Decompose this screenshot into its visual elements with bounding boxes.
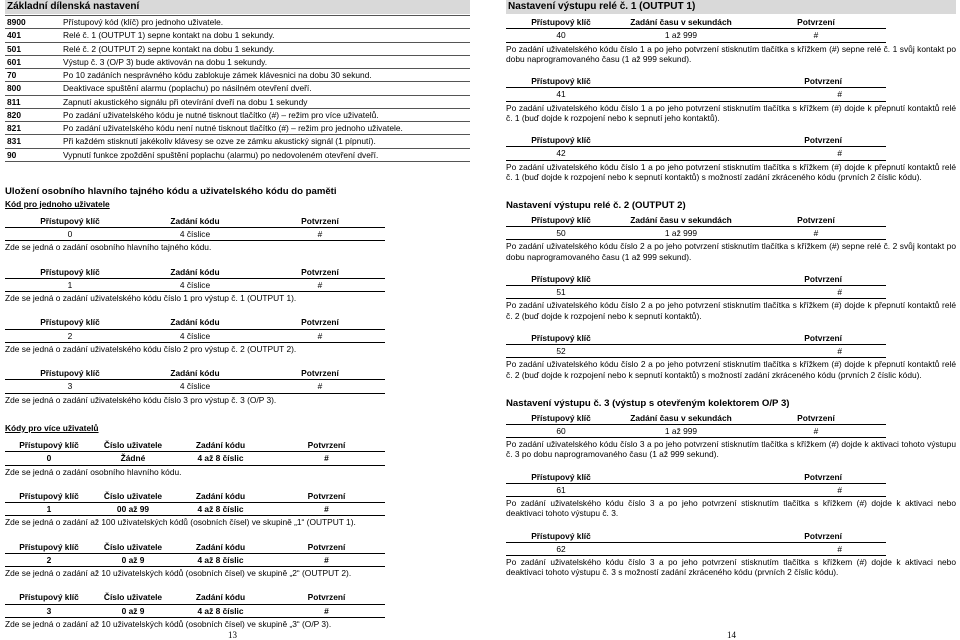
key-table-row (5, 503, 385, 516)
code-description: Přístupový kód (klíč) pro jednoho uživatele. (61, 16, 470, 29)
multi-user-description: Zde se jedná o zadání osobního hlavního kódu. (5, 466, 182, 477)
key-table-header: Zadání kódu (173, 591, 268, 604)
key-table-cell: 4 až 8 číslic (173, 553, 268, 566)
code-row (5, 135, 470, 148)
key-table-cell: # (746, 29, 886, 42)
key-table-header: Zadání času v sekundách (616, 214, 746, 227)
key-table (5, 541, 385, 568)
key-table-cell: # (268, 553, 385, 566)
key-table (506, 273, 886, 300)
key-table-row (506, 483, 886, 496)
save-codes-title: Uložení osobního hlavního tajného kódu a uživatelského kódu do paměti (5, 185, 337, 197)
key-table-header: Přístupový klíč (5, 490, 93, 503)
single-user-description: Zde se jedná o zadání uživatelského kódu číslo 3 pro výstup č. 3 (O/P 3). (5, 394, 277, 405)
code-description: Relé č. 2 (OUTPUT 2) sepne kontakt na dobu 1 sekundy. (61, 42, 470, 55)
key-table-cell: 52 (506, 345, 616, 358)
code-row (5, 82, 470, 95)
key-table-cell: 4 až 8 číslic (173, 604, 268, 617)
key-table-cell: 4 číslice (135, 329, 255, 342)
key-table-row (506, 286, 886, 299)
key-table-cell: 4 číslice (135, 278, 255, 291)
code-row (5, 69, 470, 82)
key-table (506, 471, 886, 498)
relay-description: Po zadání uživatelského kódu číslo 3 a po jeho potvrzení stisknutím tlačítka s křížkem (#) dojde k aktivaci nebo deaktivaci tohoto výstupu č. 3. (506, 498, 956, 519)
relay-description: Po zadání uživatelského kódu číslo 1 a po jeho potvrzení stisknutím tlačítka s křížkem (#) dojde k přepnutí kontaktů relé č. 1 (buď dojde k rozpojení nebo k sepnutí kontaktů) s možností zadání zkráceného kódu (prvních 2 číslic kódu). (506, 161, 956, 182)
key-table-cell: # (616, 88, 886, 101)
key-table-header-row (5, 215, 385, 228)
single-user-block (5, 367, 470, 405)
key-table-cell: 40 (506, 29, 616, 42)
key-table-row (5, 604, 385, 617)
key-table-header: Zadání kódu (135, 266, 255, 279)
key-table-header-row (5, 367, 385, 380)
single-user-description: Zde se jedná o zadání osobního hlavního tajného kódu. (5, 242, 212, 253)
key-table-cell: 1 až 999 (616, 29, 746, 42)
key-table-header: Přístupový klíč (5, 591, 93, 604)
code-description: Po 10 zadáních nesprávného kódu zablokuje zámek klávesnici na dobu 30 sekund. (61, 69, 470, 82)
relay-block (506, 134, 956, 182)
key-table-row (5, 380, 385, 393)
key-table-header: Číslo uživatele (93, 541, 173, 554)
key-table-cell: # (255, 380, 385, 393)
key-table-header-row (5, 316, 385, 329)
code-value: 831 (5, 135, 61, 148)
key-table-header: Přístupový klíč (5, 316, 135, 329)
key-table-row (506, 424, 886, 437)
relay-section (506, 398, 956, 578)
key-table-row (506, 542, 886, 555)
key-table (5, 591, 385, 618)
relay-section-title: Nastavení výstupu č. 3 (výstup s otevřeným kolektorem O/P 3) (506, 397, 790, 409)
key-table-cell: 41 (506, 88, 616, 101)
key-table-cell: # (255, 278, 385, 291)
key-table-header-row (5, 266, 385, 279)
multi-user-block (5, 439, 470, 477)
key-table-header: Přístupový klíč (5, 367, 135, 380)
key-table-cell: 42 (506, 147, 616, 160)
key-table-cell: 60 (506, 424, 616, 437)
key-table-header: Číslo uživatele (93, 490, 173, 503)
factory-codes-table (5, 15, 470, 162)
key-table (5, 316, 385, 343)
key-table-header: Přístupový klíč (506, 332, 616, 345)
key-table-header: Potvrzení (616, 134, 886, 147)
single-user-title: Kód pro jednoho uživatele (5, 198, 110, 209)
key-table-header: Přístupový klíč (506, 134, 616, 147)
single-user-blocks (5, 215, 470, 405)
key-table-header: Potvrzení (255, 316, 385, 329)
code-value: 820 (5, 108, 61, 121)
key-table-header: Přístupový klíč (506, 530, 616, 543)
single-user-block (5, 215, 470, 253)
key-table-header: Zadání kódu (135, 215, 255, 228)
key-table-cell: 62 (506, 542, 616, 555)
code-value: 800 (5, 82, 61, 95)
key-table-cell: 4 až 8 číslic (173, 452, 268, 465)
relay-description: Po zadání uživatelského kódu číslo 3 a po jeho potvrzení stisknutím tlačítka s křížkem (#) dojde k aktivaci tohoto výstupu č. 3 po dobu naprogramovaného času (1 až 999 sekund). (506, 439, 956, 460)
relay-block (506, 75, 956, 123)
relay-section (506, 200, 956, 380)
key-table (506, 332, 886, 359)
code-value: 811 (5, 95, 61, 108)
key-table-header-row (5, 439, 385, 452)
code-value: 601 (5, 55, 61, 68)
relay-block (506, 332, 956, 380)
key-table-cell: 61 (506, 483, 616, 496)
key-table-header-row (506, 214, 886, 227)
key-table-cell: 0 (5, 228, 135, 241)
key-table-row (506, 88, 886, 101)
key-table-header-row (506, 75, 886, 88)
key-table-header: Přístupový klíč (506, 214, 616, 227)
key-table-header: Potvrzení (268, 541, 385, 554)
relay-section-title: Nastavení výstupu relé č. 1 (OUTPUT 1) (506, 0, 956, 14)
relay-section-title: Nastavení výstupu relé č. 2 (OUTPUT 2) (506, 200, 686, 212)
relay-description: Po zadání uživatelského kódu číslo 1 a po jeho potvrzení stisknutím tlačítka s křížkem (#) sepne relé č. 1 svůj kontakt po dobu naprogramovaného času (1 až 999 sekund). (506, 43, 956, 64)
key-table-cell: 1 až 999 (616, 424, 746, 437)
key-table-header: Potvrzení (255, 367, 385, 380)
key-table-header: Potvrzení (268, 591, 385, 604)
key-table-cell: 1 (5, 503, 93, 516)
relay-block (506, 214, 956, 262)
key-table-header: Přístupový klíč (506, 273, 616, 286)
key-table-row (506, 227, 886, 240)
key-table-header-row (5, 541, 385, 554)
key-table-header: Potvrzení (746, 214, 886, 227)
code-row (5, 95, 470, 108)
relay-block (506, 273, 956, 321)
key-table-cell: # (616, 286, 886, 299)
code-value: 821 (5, 122, 61, 135)
key-table-header: Potvrzení (616, 471, 886, 484)
key-table-header: Potvrzení (616, 75, 886, 88)
key-table-cell: 0 až 9 (93, 553, 173, 566)
key-table-header-row (506, 332, 886, 345)
key-table-cell: 2 (5, 553, 93, 566)
key-table-header: Přístupový klíč (5, 541, 93, 554)
single-user-description: Zde se jedná o zadání uživatelského kódu číslo 1 pro výstup č. 1 (OUTPUT 1). (5, 293, 297, 304)
key-table-header: Potvrzení (616, 530, 886, 543)
relay-description: Po zadání uživatelského kódu číslo 3 a po jeho potvrzení stisknutím tlačítka s křížkem (#) dojde k aktivaci nebo deaktivaci tohoto výstupu č. 3 s možností zadání zkráceného kódu (prvních 2 číslic kódu). (506, 557, 956, 578)
key-table-header: Potvrzení (746, 412, 886, 425)
key-table-header: Přístupový klíč (506, 75, 616, 88)
relay-section (506, 0, 956, 182)
key-table (506, 16, 886, 43)
key-table-header: Přístupový klíč (506, 16, 616, 29)
relay-description: Po zadání uživatelského kódu číslo 2 a po jeho potvrzení stisknutím tlačítka s křížkem (#) sepne relé č. 2 svůj kontakt po dobu naprogramovaného času (1 až 999 sekund). (506, 241, 956, 262)
code-row (5, 16, 470, 29)
key-table-cell: # (268, 503, 385, 516)
code-value: 401 (5, 29, 61, 42)
code-description: Relé č. 1 (OUTPUT 1) sepne kontakt na dobu 1 sekundy. (61, 29, 470, 42)
key-table-header: Zadání kódu (135, 316, 255, 329)
key-table-cell: # (255, 329, 385, 342)
relay-description: Po zadání uživatelského kódu číslo 1 a po jeho potvrzení stisknutím tlačítka s křížkem (#) dojde k přepnutí kontaktů relé č. 1 (buď dojde k rozpojení nebo k sepnutí jeho kontaktů). (506, 102, 956, 123)
key-table (506, 412, 886, 439)
page-number-right: 14 (727, 630, 736, 640)
key-table-header: Číslo uživatele (93, 591, 173, 604)
key-table-cell: 4 až 8 číslic (173, 503, 268, 516)
key-table-cell: # (255, 228, 385, 241)
code-description: Zapnutí akustického signálu při otevírání dveří na dobu 1 sekundy (61, 95, 470, 108)
relay-block (506, 16, 956, 64)
key-table-cell: 3 (5, 604, 93, 617)
relay-block (506, 412, 956, 460)
right-page (506, 0, 956, 578)
relay-description: Po zadání uživatelského kódu číslo 2 a po jeho potvrzení stisknutím tlačítka s křížkem (#) dojde k přepnutí kontaktů relé č. 2 (buď dojde k rozpojení nebo k sepnutí kontaktů) s možností zadání zkráceného kódu (prvních 2 číslic kódu). (506, 359, 956, 380)
key-table-header: Potvrzení (746, 16, 886, 29)
key-table (5, 439, 385, 466)
key-table-header: Číslo uživatele (93, 439, 173, 452)
key-table-header-row (506, 16, 886, 29)
multi-user-block (5, 490, 470, 528)
key-table (506, 75, 886, 102)
key-table-header: Přístupový klíč (5, 266, 135, 279)
key-table-cell: 4 číslice (135, 380, 255, 393)
key-table-row (5, 278, 385, 291)
key-table (506, 214, 886, 241)
key-table-cell: Žádné (93, 452, 173, 465)
key-table-header-row (506, 134, 886, 147)
key-table-header: Potvrzení (255, 266, 385, 279)
key-table-header: Potvrzení (616, 332, 886, 345)
key-table-header: Potvrzení (616, 273, 886, 286)
single-user-block (5, 316, 470, 354)
key-table-cell: 4 číslice (135, 228, 255, 241)
key-table-header: Zadání času v sekundách (616, 412, 746, 425)
code-row (5, 108, 470, 121)
key-table-header: Přístupový klíč (5, 215, 135, 228)
code-value: 90 (5, 148, 61, 161)
multi-user-blocks (5, 439, 470, 629)
key-table-header: Zadání času v sekundách (616, 16, 746, 29)
key-table-header: Přístupový klíč (506, 412, 616, 425)
code-row (5, 148, 470, 161)
key-table-row (506, 147, 886, 160)
single-user-description: Zde se jedná o zadání uživatelského kódu číslo 2 pro výstup č. 2 (OUTPUT 2). (5, 343, 297, 354)
key-table (506, 530, 886, 557)
multi-user-title: Kódy pro více uživatelů (5, 422, 99, 433)
key-table-header-row (506, 471, 886, 484)
key-table-row (5, 553, 385, 566)
key-table-header: Přístupový klíč (5, 439, 93, 452)
key-table-cell: # (616, 345, 886, 358)
key-table-cell: 1 (5, 278, 135, 291)
key-table-cell: # (268, 452, 385, 465)
key-table-cell: 0 až 9 (93, 604, 173, 617)
code-row (5, 29, 470, 42)
key-table-cell: 50 (506, 227, 616, 240)
key-table-cell: # (746, 227, 886, 240)
key-table-cell: 1 až 999 (616, 227, 746, 240)
code-value: 501 (5, 42, 61, 55)
key-table-cell: 0 (5, 452, 93, 465)
multi-user-description: Zde se jedná o zadání až 10 uživatelských kódů (osobních čísel) ve skupině „2“ (OUTPUT 2). (5, 568, 352, 579)
code-description: Vypnutí funkce zpoždění spuštění poplachu (alarmu) po nedovoleném otevření dveří. (61, 148, 470, 161)
key-table-header: Zadání kódu (135, 367, 255, 380)
code-description: Po zadání uživatelského kódu je nutné tisknout tlačítko (#) – režim pro více uživatelů. (61, 108, 470, 121)
relay-block (506, 530, 956, 578)
key-table-cell: 3 (5, 380, 135, 393)
key-table-cell: 51 (506, 286, 616, 299)
key-table (506, 134, 886, 161)
key-table-header-row (506, 530, 886, 543)
key-table-header: Potvrzení (268, 490, 385, 503)
key-table (5, 215, 385, 242)
key-table-header-row (5, 591, 385, 604)
key-table-row (5, 228, 385, 241)
code-value: 70 (5, 69, 61, 82)
key-table-row (506, 29, 886, 42)
key-table-header: Potvrzení (255, 215, 385, 228)
multi-user-block (5, 591, 470, 629)
key-table-cell: # (268, 604, 385, 617)
multi-user-description: Zde se jedná o zadání až 10 uživatelských kódů (osobních čísel) ve skupině „3“ (O/P 3). (5, 618, 332, 629)
key-table-cell: # (746, 424, 886, 437)
code-description: Výstup č. 3 (O/P 3) bude aktivován na dobu 1 sekundy. (61, 55, 470, 68)
code-row (5, 55, 470, 68)
key-table (5, 367, 385, 394)
multi-user-description: Zde se jedná o zadání až 100 uživatelských kódů (osobních čísel) ve skupině „1“ (OUTPUT 1). (5, 517, 356, 528)
key-table-cell: # (616, 147, 886, 160)
key-table-header-row (5, 490, 385, 503)
code-description: Při každém stisknutí jakékoliv klávesy se ozve ze zámku akustický signál (1 pípnutí). (61, 135, 470, 148)
relay-sections (506, 0, 956, 578)
left-page (5, 0, 470, 629)
key-table-header-row (506, 273, 886, 286)
relay-description: Po zadání uživatelského kódu číslo 2 a po jeho potvrzení stisknutím tlačítka s křížkem (#) dojde k přepnutí kontaktů relé č. 2 (buď dojde k rozpojení nebo k sepnutí kontaktů). (506, 300, 956, 321)
key-table-row (506, 345, 886, 358)
key-table-header-row (506, 412, 886, 425)
multi-user-block (5, 541, 470, 579)
key-table-row (5, 452, 385, 465)
key-table (5, 266, 385, 293)
code-description: Deaktivace spuštění alarmu (poplachu) po násilném otevření dveří. (61, 82, 470, 95)
key-table (5, 490, 385, 517)
code-row (5, 42, 470, 55)
key-table-cell: # (616, 483, 886, 496)
key-table-header: Zadání kódu (173, 490, 268, 503)
key-table-header: Potvrzení (268, 439, 385, 452)
key-table-cell: 00 až 99 (93, 503, 173, 516)
key-table-cell: # (616, 542, 886, 555)
single-user-block (5, 266, 470, 304)
key-table-header: Přístupový klíč (506, 471, 616, 484)
key-table-row (5, 329, 385, 342)
code-value: 8900 (5, 16, 61, 29)
code-description: Po zadání uživatelského kódu není nutné tisknout tlačítko (#) – režim pro jednoho uživatele. (61, 122, 470, 135)
page-number-left: 13 (228, 630, 237, 640)
key-table-header: Zadání kódu (173, 439, 268, 452)
key-table-cell: 2 (5, 329, 135, 342)
code-row (5, 122, 470, 135)
basic-settings-title: Základní dílenská nastavení (5, 0, 470, 14)
relay-block (506, 471, 956, 519)
key-table-header: Zadání kódu (173, 541, 268, 554)
